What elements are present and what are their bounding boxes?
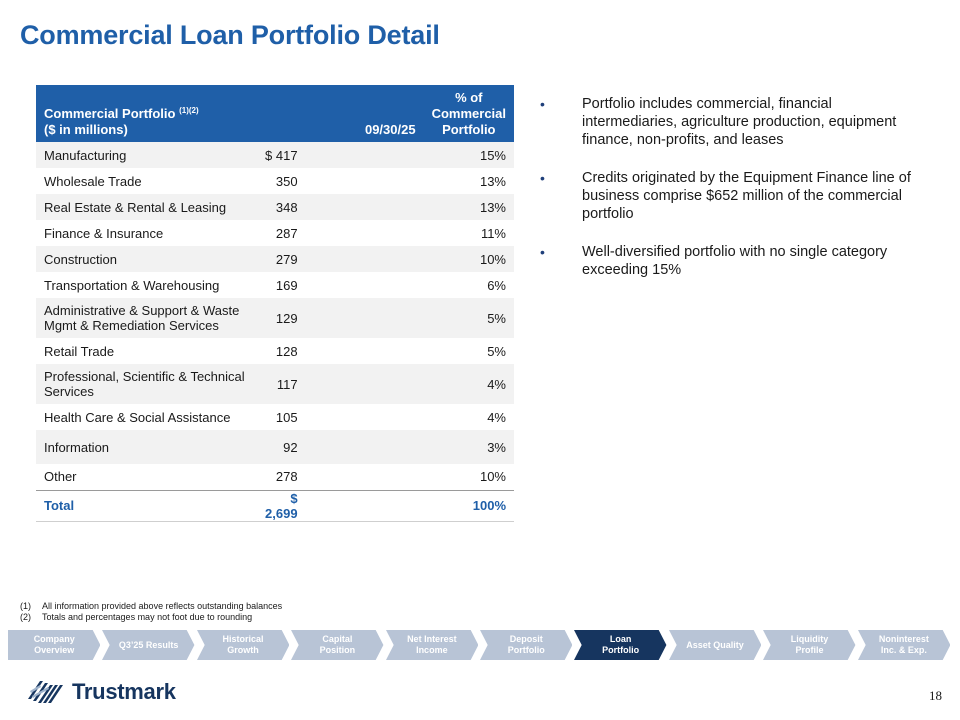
table-row	[36, 142, 514, 168]
header-percent: % of Commercial Portfolio	[424, 85, 514, 142]
row-category: Health Care & Social Assistance	[36, 404, 257, 430]
row-percent: 13%	[424, 194, 514, 220]
row-category: Other	[36, 464, 257, 490]
nav-tab[interactable]	[574, 630, 666, 660]
header-date: 09/30/25	[257, 85, 424, 142]
nav-tab[interactable]	[858, 630, 950, 660]
row-category: Finance & Insurance	[36, 220, 257, 246]
row-amount: $ 417	[257, 142, 424, 168]
row-category: Professional, Scientific & Technical Services	[36, 364, 257, 404]
total-amount: $ 2,699	[257, 490, 424, 521]
section-nav-bar	[8, 630, 952, 660]
bullet-item: • Portfolio includes commercial, financial intermediaries, agriculture production, equipment finance, non-profits, and leases	[540, 96, 897, 148]
commercial-portfolio-table	[36, 85, 514, 522]
row-amount: 129	[257, 298, 424, 338]
header-category-line1: Commercial Portfolio	[44, 106, 180, 121]
row-amount: 92	[257, 430, 424, 464]
total-label: Total	[36, 490, 257, 521]
bullet-item: • Credits originated by the Equipment Finance line of business comprise $652 million of the commercial portfolio	[540, 170, 911, 222]
footnote: (1) All information provided above reflects outstanding balances	[20, 601, 283, 611]
row-percent: 6%	[424, 272, 514, 298]
row-percent: 10%	[424, 464, 514, 490]
table-row	[36, 272, 514, 298]
nav-tab-label: Q3’25 Results	[118, 639, 179, 650]
table-row	[36, 298, 514, 338]
bullet-dot-icon: •	[540, 244, 545, 260]
row-percent: 13%	[424, 168, 514, 194]
logo-wordmark: Trustmark	[72, 679, 176, 704]
page-title: Commercial Loan Portfolio Detail	[20, 20, 440, 50]
table-header-row	[36, 85, 514, 142]
page-number: 18	[929, 688, 942, 703]
row-amount: 105	[257, 404, 424, 430]
table-row	[36, 464, 514, 490]
header-footnote-ref: (1)(2)	[179, 106, 199, 115]
table-row	[36, 246, 514, 272]
nav-tab[interactable]	[386, 630, 478, 660]
header-category	[36, 85, 257, 142]
nav-tab-label: Capital Position	[319, 634, 356, 655]
row-amount: 279	[257, 246, 424, 272]
row-category: Transportation & Warehousing	[36, 272, 257, 298]
nav-tab-label: Deposit Portfolio	[507, 634, 545, 655]
total-percent: 100%	[424, 490, 514, 521]
footnote: (2) Totals and percentages may not foot due to rounding	[20, 612, 253, 622]
nav-tab[interactable]	[763, 630, 855, 660]
row-percent: 10%	[424, 246, 514, 272]
bullet-item: • Well-diversified portfolio with no single category exceeding 15%	[540, 244, 888, 278]
nav-tab[interactable]	[291, 630, 383, 660]
table-row	[36, 168, 514, 194]
nav-tab-label: Noninterest Inc. & Exp.	[878, 634, 929, 655]
table-total-row	[36, 490, 514, 521]
nav-tab[interactable]	[197, 630, 289, 660]
nav-tab-label: Liquidity Profile	[790, 634, 829, 655]
row-amount: 348	[257, 194, 424, 220]
row-category: Administrative & Support & Waste Mgmt & Remediation Services	[36, 298, 257, 338]
row-percent: 5%	[424, 338, 514, 364]
row-percent: 4%	[424, 404, 514, 430]
row-percent: 4%	[424, 364, 514, 404]
row-percent: 15%	[424, 142, 514, 168]
nav-tab[interactable]	[8, 630, 100, 660]
trustmark-logo-icon	[26, 677, 66, 707]
row-amount: 169	[257, 272, 424, 298]
nav-tab-label: Loan Portfolio	[602, 634, 640, 655]
table-row	[36, 364, 514, 404]
table-row	[36, 430, 514, 464]
row-amount: 278	[257, 464, 424, 490]
nav-tab-label: Company Overview	[33, 634, 75, 655]
trustmark-logo	[26, 676, 176, 708]
nav-tab-label: Historical Growth	[222, 634, 264, 655]
row-amount: 350	[257, 168, 424, 194]
key-points-list	[540, 95, 925, 299]
nav-tab[interactable]	[480, 630, 572, 660]
row-category: Retail Trade	[36, 338, 257, 364]
row-category: Manufacturing	[36, 142, 257, 168]
table-row	[36, 220, 514, 246]
row-category: Real Estate & Rental & Leasing	[36, 194, 257, 220]
row-percent: 3%	[424, 430, 514, 464]
bullet-dot-icon: •	[540, 96, 545, 112]
nav-tab[interactable]	[669, 630, 761, 660]
footnotes	[20, 601, 282, 623]
table-row	[36, 338, 514, 364]
row-amount: 117	[257, 364, 424, 404]
row-category: Construction	[36, 246, 257, 272]
bullet-dot-icon: •	[540, 170, 545, 186]
row-percent: 5%	[424, 298, 514, 338]
table-row	[36, 404, 514, 430]
table-row	[36, 194, 514, 220]
row-category: Information	[36, 430, 257, 464]
nav-tab[interactable]	[102, 630, 194, 660]
row-percent: 11%	[424, 220, 514, 246]
row-amount: 287	[257, 220, 424, 246]
nav-tab-label: Asset Quality	[686, 639, 744, 650]
nav-tab-label: Net Interest Income	[407, 634, 457, 655]
header-category-line2: ($ in millions)	[44, 122, 128, 137]
row-amount: 128	[257, 338, 424, 364]
row-category: Wholesale Trade	[36, 168, 257, 194]
